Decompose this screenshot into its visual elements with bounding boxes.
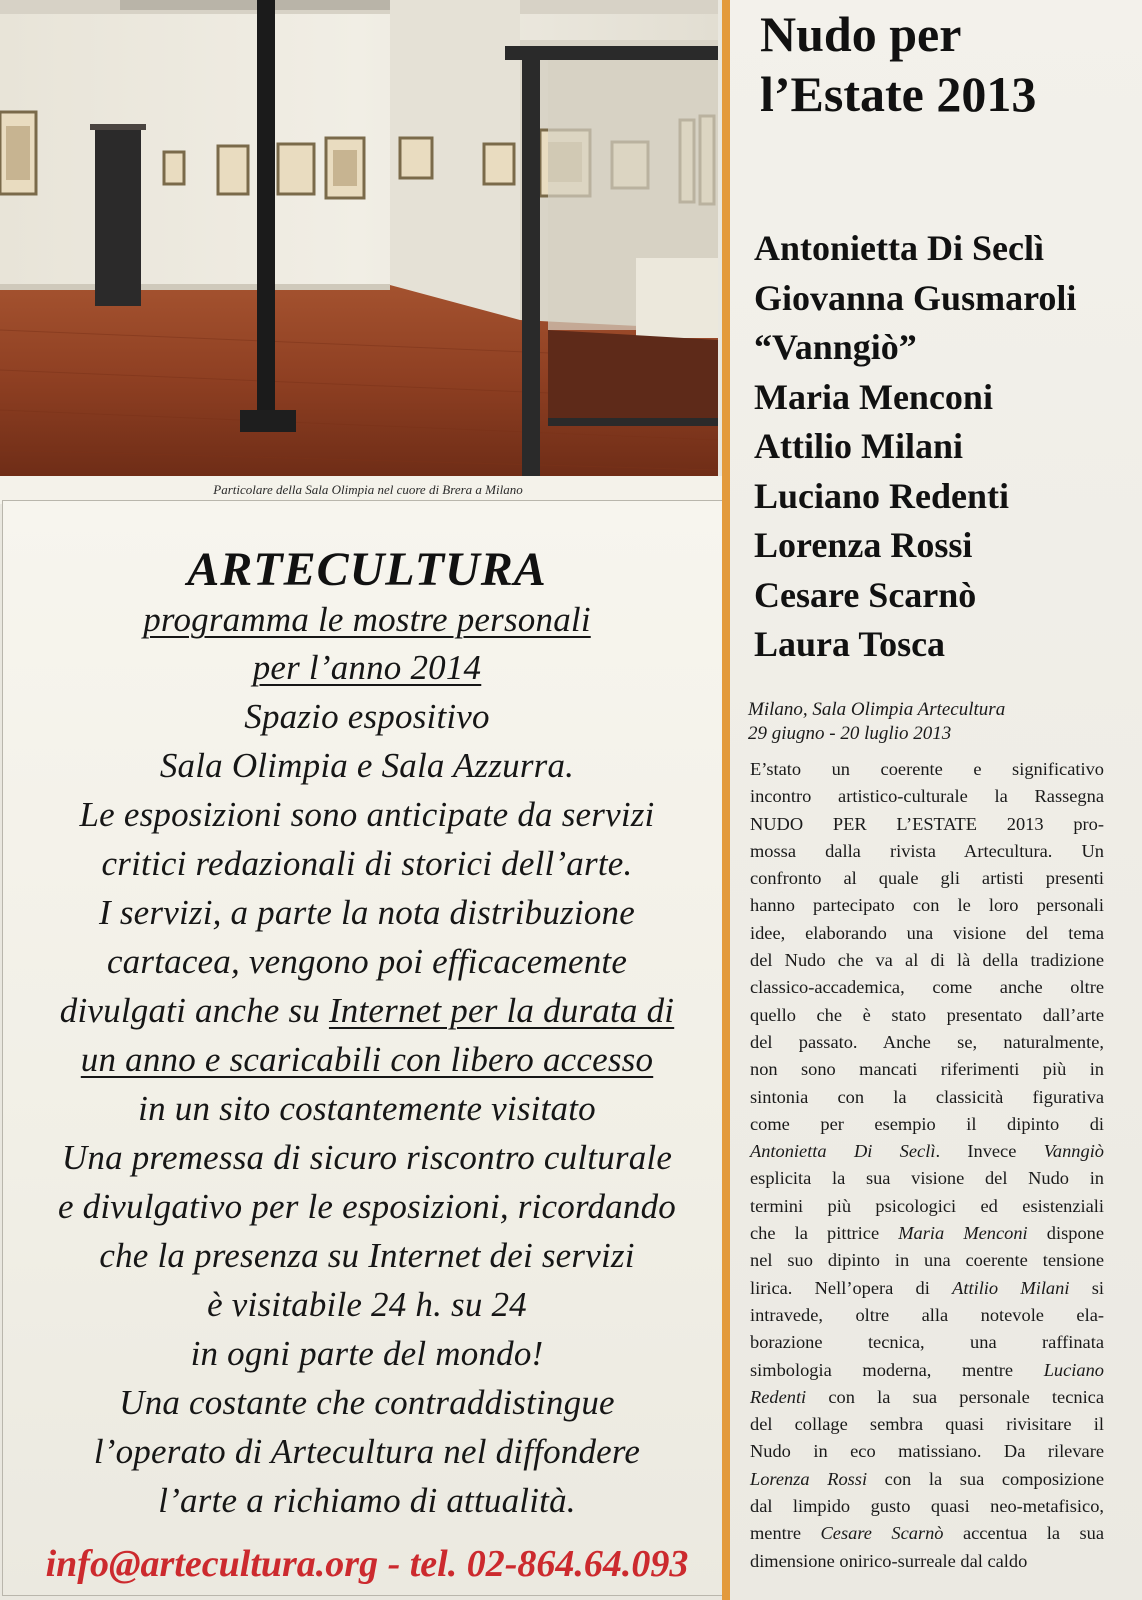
artist-mention: Luciano <box>1043 1359 1104 1380</box>
article-line: incontro artistico-culturale la Rassegna <box>750 786 1104 807</box>
article-line: Antonietta Di Seclì. Invece Vanngiò <box>750 1141 1104 1162</box>
artist-name: Cesare Scarnò <box>754 574 977 615</box>
article-title-line: l’Estate 2013 <box>760 66 1037 122</box>
ad-line: l’operato di Artecultura nel diffondere <box>93 1432 641 1471</box>
article-line: Nudo in eco matissiano. Da rilevare <box>750 1441 1104 1462</box>
artist-mention: Maria Menconi <box>898 1223 1028 1244</box>
article-line: idee, elaborando una visione del tema <box>750 922 1104 943</box>
ad-line: in ogni parte del mondo! <box>190 1334 544 1373</box>
ad-line: per l’anno 2014 <box>252 648 482 687</box>
ad-line: programma le mostre personali <box>143 600 591 639</box>
ad-line: Una premessa di sicuro riscontro culturale <box>61 1138 673 1177</box>
artist-name: Laura Tosca <box>754 624 946 664</box>
ad-line-part: divulgati anche su <box>59 991 329 1030</box>
artist-mention: Vanngiò <box>1043 1141 1104 1162</box>
article-line: Redenti con la sua personale tecnica <box>750 1386 1104 1407</box>
artist-mention: Attilio Milani <box>952 1277 1070 1298</box>
artist-name: Giovanna Gusmaroli <box>754 277 1077 318</box>
gallery-photo-illustration <box>0 0 718 476</box>
ad-line: che la presenza su Internet dei servizi <box>99 1236 635 1275</box>
artist-mention: Redenti <box>750 1386 807 1407</box>
ad-underlined-text: Internet per la durata di <box>328 991 675 1030</box>
ad-line: in un sito costantemente visitato <box>138 1089 596 1128</box>
article-line: termini più psicologici ed esistenziali <box>750 1195 1104 1216</box>
ad-line <box>0 991 734 1031</box>
artist-name: Antonietta Di Seclì <box>754 228 1044 268</box>
ad-line: Le esposizioni sono anticipate da servizi <box>79 795 655 834</box>
ad-line: Spazio espositivo <box>244 697 490 736</box>
article-line: quello che è stato presentato dall’arte <box>750 1004 1104 1025</box>
article-line: come per esempio il dipinto di <box>750 1113 1104 1134</box>
article-body <box>750 756 1104 1575</box>
contact-line: info@artecultura.org - tel. 02-864.64.093 <box>45 1543 689 1585</box>
venue-dates: 29 giugno - 20 luglio 2013 <box>748 723 952 744</box>
article-title-line: Nudo per <box>760 6 962 62</box>
article-line: classico-accademica, come anche oltre <box>750 977 1104 998</box>
article-line: che la pittrice Maria Menconi dispone <box>750 1223 1104 1244</box>
article-line: Lorenza Rossi con la sua composizione <box>750 1468 1104 1489</box>
article-line: confronto al quale gli artisti presenti <box>750 868 1104 889</box>
article-line: lirica. Nell’opera di Attilio Milani si <box>750 1277 1104 1298</box>
venue-place: Milano, Sala Olimpia Artecultura <box>748 699 1006 720</box>
orange-divider <box>722 0 730 1600</box>
artist-name: Attilio Milani <box>754 426 963 466</box>
ad-title: ARTECULTURA <box>187 543 547 596</box>
artist-mention: Cesare Scarnò <box>820 1523 944 1544</box>
ad-line: l’arte a richiamo di attualità. <box>158 1481 576 1520</box>
article-line: del collage sembra quasi rivisitare il <box>750 1414 1104 1435</box>
artist-mention: Antonietta Di Seclì <box>750 1141 936 1162</box>
exhibition-venue <box>748 698 1128 746</box>
article-line: simbologia moderna, mentre Luciano <box>750 1359 1104 1380</box>
article-line: intravede, oltre alla notevole ela- <box>750 1304 1104 1325</box>
ad-line: è visitabile 24 h. su 24 <box>207 1285 527 1324</box>
gallery-photo <box>0 0 718 476</box>
ad-line: e divulgativo per le esposizioni, ricordando <box>58 1187 676 1226</box>
ad-line: cartacea, vengono poi efficacemente <box>106 942 628 981</box>
article-line: non sono mancati riferimenti più in <box>750 1059 1104 1080</box>
article-line: NUDO PER L’ESTATE 2013 pro- <box>750 813 1104 834</box>
article-line: borazione tecnica, una raffinata <box>750 1332 1104 1353</box>
article-line: del Nudo che va al di là della tradizione <box>750 950 1104 971</box>
ad-line: un anno e scaricabili con libero accesso <box>80 1040 654 1079</box>
ad-line: critici redazionali di storici dell’arte. <box>101 844 633 883</box>
artist-name: “Vanngiò” <box>754 327 917 367</box>
article-line: dal limpido gusto quasi neo-metafisico, <box>750 1496 1104 1517</box>
article-line: nel suo dipinto in una coerente tensione <box>750 1250 1104 1271</box>
article-line: mentre Cesare Scarnò accentua la sua <box>750 1523 1104 1544</box>
photo-caption: Particolare della Sala Olimpia nel cuore di Brera a Milano <box>213 482 523 497</box>
article-title <box>760 4 1130 124</box>
article-line: del passato. Anche se, naturalmente, <box>750 1031 1104 1052</box>
artist-name: Maria Menconi <box>754 376 993 417</box>
article-line: sintonia con la classicità figurativa <box>750 1086 1104 1107</box>
artist-name: Luciano Redenti <box>754 475 1010 516</box>
article-line: dimensione onirico-surreale dal caldo <box>750 1550 1028 1571</box>
artist-list <box>754 224 1134 670</box>
article-line: esplicita la sua visione del Nudo in <box>750 1168 1104 1189</box>
ad-line: I servizi, a parte la nota distribuzione <box>99 893 635 932</box>
article-line: E’stato un coerente e significativo <box>750 759 1104 779</box>
artist-name: Lorenza Rossi <box>754 525 973 565</box>
artist-mention: Lorenza Rossi <box>750 1468 868 1489</box>
ad-line: Sala Olimpia e Sala Azzurra. <box>159 746 575 785</box>
ad-line: Una costante che contraddistingue <box>119 1383 615 1422</box>
article-line: mossa dalla rivista Artecultura. Un <box>750 840 1104 861</box>
article-line: hanno partecipato con le loro personali <box>750 895 1104 916</box>
